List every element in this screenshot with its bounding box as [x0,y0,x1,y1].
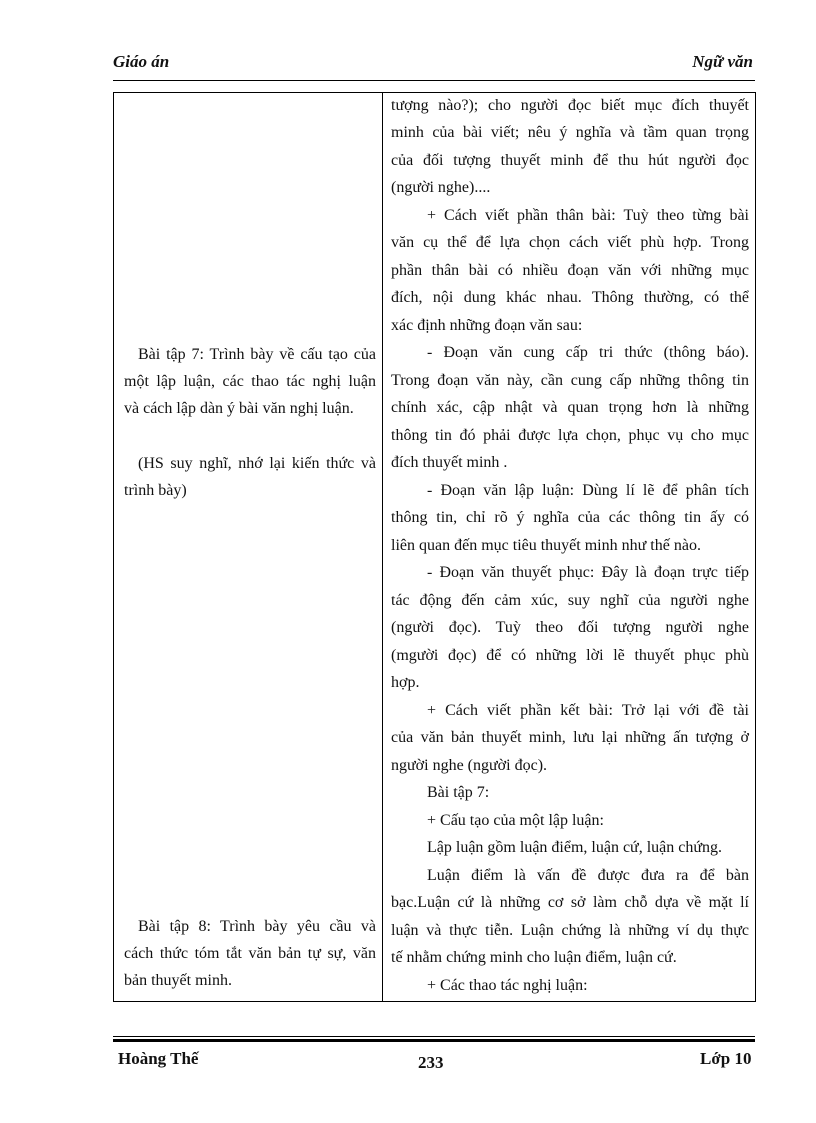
right-line: Lập luận gồm luận điểm, luận cứ, luận chứng. [427,839,723,856]
exercise7-line-2: một lập luận, các thao tác nghị luận [124,373,376,390]
right-line: - Đoạn văn thuyết phục: Đây là đoạn trực tiếp [427,564,749,581]
right-line: minh của bài viết; nêu ý nghĩa và tầm quan trọng [391,124,749,141]
note-line-1: (HS suy nghĩ, nhớ lại kiến thức và [138,455,376,472]
lesson-table [113,92,756,1002]
exercise8-line-3: bản thuyết minh. [124,972,232,989]
right-line: đích thuyết minh . [391,454,508,471]
note-line-2: trình bày) [124,482,187,499]
left-column [114,93,383,1002]
page-header [113,52,753,76]
right-line: Trong đoạn văn này, cần cung cấp những thông tin [391,372,749,389]
exercise8-line-1: Bài tập 8: Trình bày yêu cầu và [138,918,376,935]
right-line: (mgười đọc) để có những lời lẽ thuyết phục phù [391,647,749,664]
right-line: văn cụ thể để lựa chọn cách viết phù hợp. Trong [391,234,749,251]
right-line: tế nhằm chứng minh cho luận điểm, luận cứ. [391,949,677,966]
header-subject-type: Giáo án [113,52,170,71]
footer-grade: Lớp 10 [700,1049,752,1068]
right-line: tác động đến cảm xúc, suy nghĩ của người nghe [391,592,749,609]
right-line: bạc.Luận cứ là những cơ sở làm chỗ dựa về mặt lí [391,894,749,911]
right-line: + Cách viết phần thân bài: Tuỳ theo từng bài [427,207,749,224]
right-line: đích, nội dung khác nhau. Thông thường, có thể [391,289,749,306]
right-line: chính xác, cập nhật và quan trọng hơn là những [391,399,749,416]
page-number: 233 [418,1053,444,1072]
exercise8-line-2: cách thức tóm tắt văn bản tự sự, văn [124,945,376,962]
footer-rule-thick [113,1039,755,1042]
right-line: luận và thực tiễn. Luận chứng là những ví dụ thực [391,922,749,939]
right-line: (người đọc). Tuỳ theo đối tượng người nghe [391,619,749,636]
header-rule [113,80,755,81]
right-line: xác định những đoạn văn sau: [391,317,583,334]
right-line: của đối tượng thuyết minh để thu hút người đọc [391,152,749,169]
right-line: - Đoạn văn cung cấp tri thức (thông báo). [427,344,749,361]
right-line: thông tin đó phải được lựa chọn, phục vụ cho mục [391,427,749,444]
exercise7-line-1: Bài tập 7: Trình bày về cấu tạo của [138,346,376,363]
right-line: + Cách viết phần kết bài: Trở lại với đề tài [427,702,749,719]
right-column [383,93,756,1002]
right-line: Bài tập 7: [427,784,490,801]
right-line: + Cấu tạo của một lập luận: [427,812,604,829]
right-line: Luận điểm là vấn đề được đưa ra để bàn [427,867,749,884]
right-line: tượng nào?); cho người đọc biết mục đích thuyết [391,97,749,114]
exercise7-line-3: và cách lập dàn ý bài văn nghị luận. [124,400,354,417]
right-line: liên quan đến mục tiêu thuyết minh như thế nào. [391,537,701,554]
right-line: thông tin, chỉ rõ ý nghĩa của các thông tin ấy có [391,509,749,526]
right-line: phần thân bài có nhiều đoạn văn với những mục [391,262,749,279]
right-line: của văn bản thuyết minh, lưu lại những ấn tượng ở [391,729,749,746]
right-line: - Đoạn văn lập luận: Dùng lí lẽ để phân tích [427,482,749,499]
right-line: + Các thao tác nghị luận: [427,977,588,994]
footer-rule-thin [113,1036,755,1037]
header-subject: Ngữ văn [692,52,753,71]
right-line: (người nghe).... [391,179,491,196]
right-line: người nghe (người đọc). [391,757,548,774]
footer-author: Hoàng Thế [118,1049,199,1068]
right-line: hợp. [391,674,420,691]
